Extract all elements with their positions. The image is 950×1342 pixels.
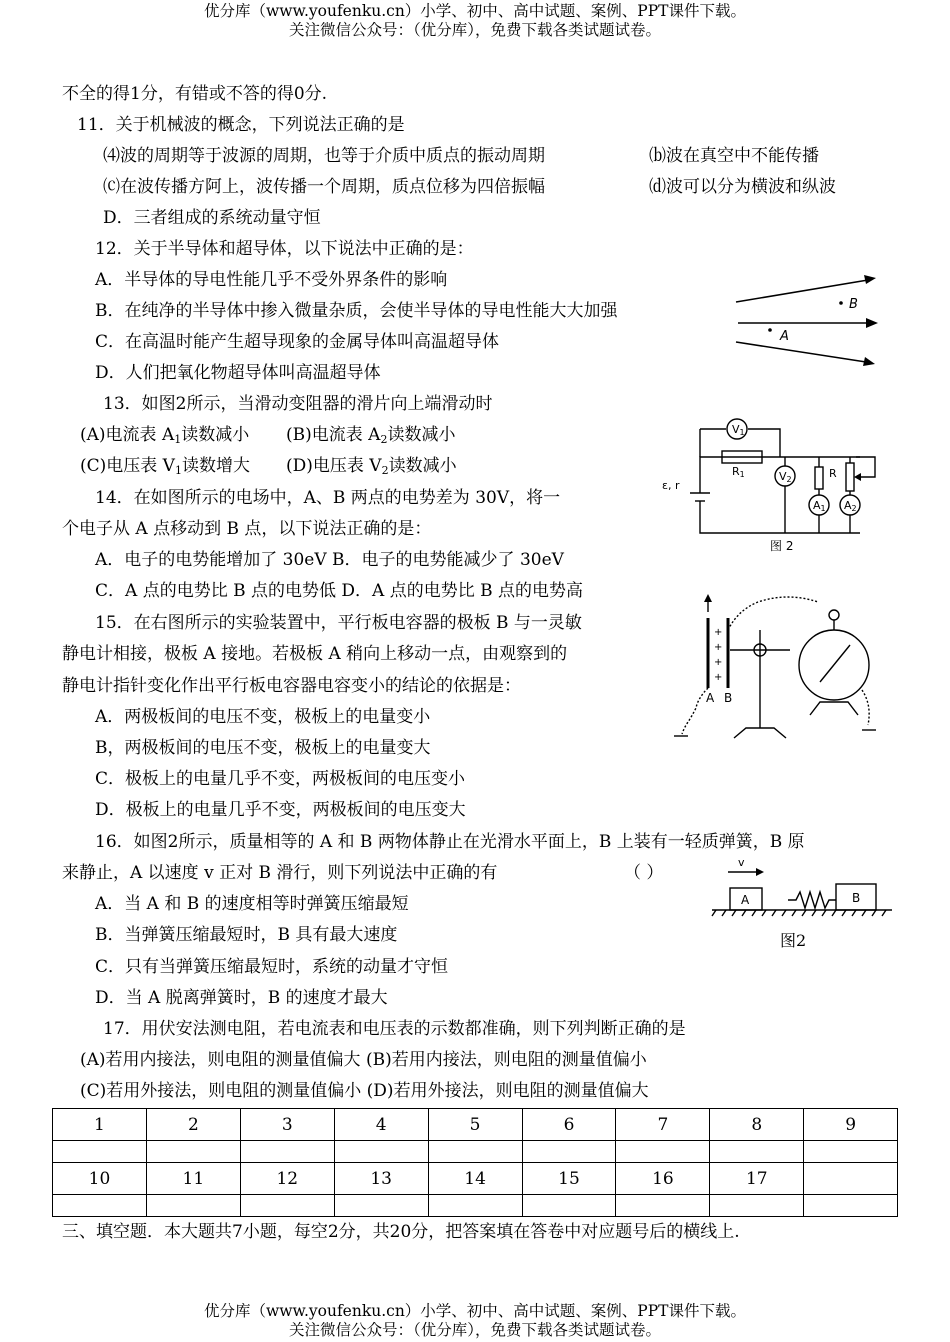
velocity-arrowhead bbox=[756, 868, 764, 876]
table-cell: 1 bbox=[53, 1109, 147, 1141]
arrowhead bbox=[863, 357, 875, 366]
electrometer-needle bbox=[820, 645, 850, 682]
answer-table bbox=[52, 1108, 898, 1217]
point-a bbox=[768, 328, 772, 332]
header-line-2: 关注微信公众号：（优分库），免费下载各类试题试卷。 bbox=[288, 21, 661, 39]
blocks-figure bbox=[708, 852, 893, 957]
q12-option-b: B．在纯净的半导体中掺入微量杂质，会使半导体的导电性能大大加强 bbox=[95, 301, 618, 321]
q11-option-b: ⒝波在真空中不能传播 bbox=[649, 146, 819, 166]
answer-cell[interactable] bbox=[710, 1141, 804, 1163]
slider-arrow bbox=[854, 473, 861, 481]
q11-stem: 11．关于机械波的概念，下列说法正确的是 bbox=[77, 115, 405, 135]
table-cell: 16 bbox=[616, 1163, 710, 1195]
q13-option-c: (C)电压表 $V_1$读数增大 bbox=[80, 456, 250, 477]
circuit-caption: 图 2 bbox=[770, 539, 794, 553]
connecting-wire bbox=[728, 597, 818, 630]
q15-option-a: A．两极板间的电压不变，极板上的电量变小 bbox=[95, 707, 431, 727]
arrowhead bbox=[866, 318, 878, 328]
q14-stem-1: 14．在如图所示的电场中，A、B 两点的电势差为 30V，将一 bbox=[95, 488, 561, 508]
q15-option-b: B，两极板间的电压不变，极板上的电量变大 bbox=[95, 738, 431, 758]
answer-cell[interactable] bbox=[53, 1195, 147, 1217]
label-r1: R1 bbox=[732, 465, 745, 479]
table-cell: 2 bbox=[146, 1109, 240, 1141]
q11-option-a: ⑷波的周期等于波源的周期，也等于介质中质点的振动周期 bbox=[103, 146, 545, 166]
table-row bbox=[53, 1141, 898, 1163]
answer-cell[interactable] bbox=[146, 1141, 240, 1163]
label-a: A bbox=[780, 329, 789, 344]
label-a1: A1 bbox=[813, 499, 826, 513]
plus-sign: + bbox=[714, 672, 723, 683]
q11-option-c: ⒞在波传播方阿上，波传播一个周期，质点位移为四倍振幅 bbox=[103, 177, 545, 197]
arrowhead bbox=[864, 275, 876, 284]
table-cell: 10 bbox=[53, 1163, 147, 1195]
table-cell: 12 bbox=[240, 1163, 334, 1195]
q13-option-d: (D)电压表 $V_2$读数减小 bbox=[286, 456, 457, 477]
answer-cell[interactable] bbox=[522, 1195, 616, 1217]
label-plate-b: B bbox=[724, 691, 733, 705]
header-line-1: 优分库（www.youfenku.cn）小学、初中、高中试题、案例、PPT课件下载。 bbox=[203, 2, 747, 20]
table-cell: 11 bbox=[146, 1163, 240, 1195]
q17-options-ab: (A)若用内接法，则电阻的测量值偏大 (B)若用内接法，则电阻的测量值偏小 bbox=[80, 1050, 647, 1070]
label-r: R bbox=[829, 467, 837, 480]
answer-cell[interactable] bbox=[240, 1195, 334, 1217]
resistor-r2 bbox=[815, 467, 823, 489]
footer-line-1: 优分库（www.youfenku.cn）小学、初中、高中试题、案例、PPT课件下载。 bbox=[203, 1302, 747, 1320]
section-3-heading: 三、填空题．本大题共7小题，每空2分，共20分，把答案填在答卷中对应题号后的横线上. bbox=[62, 1222, 740, 1242]
label-v1: V1 bbox=[732, 423, 745, 437]
table-cell: 8 bbox=[710, 1109, 804, 1141]
answer-cell[interactable] bbox=[240, 1141, 334, 1163]
answer-cell[interactable] bbox=[428, 1195, 522, 1217]
q15-option-c: C．极板上的电量几乎不变，两极板间的电压变小 bbox=[95, 769, 466, 789]
table-row bbox=[53, 1163, 898, 1195]
table-cell: 3 bbox=[240, 1109, 334, 1141]
q15-stem-2: 静电计相接，极板 A 接地。若极板 A 稍向上移动一点，由观察到的 bbox=[62, 644, 568, 664]
plus-sign: + bbox=[714, 657, 723, 668]
table-cell: 4 bbox=[334, 1109, 428, 1141]
table-row bbox=[53, 1109, 898, 1141]
answer-cell[interactable] bbox=[334, 1141, 428, 1163]
label-v: v bbox=[738, 856, 745, 869]
wire bbox=[748, 429, 780, 457]
table-cell: 6 bbox=[522, 1109, 616, 1141]
answer-cell[interactable] bbox=[804, 1141, 898, 1163]
q16-stem-2: 来静止，A 以速度 v 正对 B 滑行，则下列说法中正确的有 bbox=[62, 863, 498, 883]
label-block-b: B bbox=[852, 891, 861, 905]
blocks-caption: 图2 bbox=[780, 931, 807, 950]
plus-sign: + bbox=[714, 642, 723, 653]
ground-hatching bbox=[712, 910, 886, 916]
table-cell bbox=[804, 1163, 898, 1195]
label-plate-a: A bbox=[706, 691, 715, 705]
table-cell: 7 bbox=[616, 1109, 710, 1141]
ground-wire bbox=[682, 688, 708, 734]
electrometer-knob bbox=[829, 610, 839, 620]
q11-option-d: ⒟波可以分为横波和纵波 bbox=[649, 177, 836, 197]
label-emf: ε, r bbox=[662, 479, 680, 492]
answer-cell[interactable] bbox=[428, 1141, 522, 1163]
q12-option-c: C．在高温时能产生超导现象的金属导体叫高温超导体 bbox=[95, 332, 500, 352]
label-v2: V2 bbox=[779, 470, 792, 484]
footer-line-2: 关注微信公众号：（优分库），免费下载各类试题试卷。 bbox=[288, 1321, 661, 1339]
answer-cell[interactable] bbox=[710, 1195, 804, 1217]
answer-cell[interactable] bbox=[804, 1195, 898, 1217]
q14-options-ab: A．电子的电势能增加了 30eV B．电子的电势能减少了 30eV bbox=[95, 550, 564, 570]
q13-option-b: (B)电流表 $A_2$读数减小 bbox=[286, 425, 456, 446]
intro-text: 不全的得1分，有错或不答的得0分. bbox=[62, 84, 328, 104]
answer-cell[interactable] bbox=[53, 1141, 147, 1163]
label-block-a: A bbox=[741, 893, 750, 907]
point-b bbox=[839, 301, 843, 305]
q13-stem: 13．如图2所示，当滑动变阻器的滑片向上端滑动时 bbox=[103, 394, 493, 414]
up-arrow-head bbox=[704, 594, 712, 602]
q15-stem-1: 15．在右图所示的实验装置中，平行板电容器的极板 B 与一灵敏 bbox=[95, 613, 582, 633]
table-cell: 5 bbox=[428, 1109, 522, 1141]
field-line bbox=[736, 342, 866, 362]
capacitor-figure bbox=[670, 590, 890, 750]
table-cell: 17 bbox=[710, 1163, 804, 1195]
circuit-figure bbox=[660, 415, 890, 555]
answer-cell[interactable] bbox=[334, 1195, 428, 1217]
q12-stem: 12．关于半导体和超导体，以下说法中正确的是： bbox=[95, 239, 474, 259]
q14-stem-2: 个电子从 A 点移动到 B 点，以下说法正确的是： bbox=[62, 519, 432, 539]
q12-option-d: D．人们把氧化物超导体叫高温超导体 bbox=[95, 363, 381, 383]
electrometer-base bbox=[810, 702, 858, 715]
q14-options-cd: C．A 点的电势比 B 点的电势低 D．A 点的电势比 B 点的电势高 bbox=[95, 581, 584, 601]
plus-sign: + bbox=[714, 627, 723, 638]
table-cell: 13 bbox=[334, 1163, 428, 1195]
answer-cell[interactable] bbox=[146, 1195, 240, 1217]
q13-option-a: (A)电流表 $A_1$读数减小 bbox=[80, 425, 250, 446]
wire bbox=[700, 515, 860, 533]
table-cell: 14 bbox=[428, 1163, 522, 1195]
q16-option-d: D．当 A 脱离弹簧时，B 的速度才最大 bbox=[95, 988, 388, 1008]
table-row bbox=[53, 1195, 898, 1217]
slider-wire bbox=[856, 457, 875, 477]
answer-cell[interactable] bbox=[522, 1141, 616, 1163]
stand-base bbox=[734, 728, 786, 738]
electrometer-ground-wire bbox=[862, 690, 869, 725]
answer-cell[interactable] bbox=[616, 1195, 710, 1217]
q16-option-b: B．当弹簧压缩最短时，B 具有最大速度 bbox=[95, 925, 398, 945]
q16-stem-1: 16．如图2所示，质量相等的 A 和 B 两物体静止在光滑水平面上，B 上装有一轻质弹簧，B 原 bbox=[95, 832, 805, 852]
q16-option-a: A．当 A 和 B 的速度相等时弹簧压缩最短 bbox=[95, 894, 409, 914]
q11-extra: D．三者组成的系统动量守恒 bbox=[103, 208, 321, 228]
electric-field-figure bbox=[728, 270, 888, 370]
q15-stem-3: 静电计指针变化作出平行板电容器电容变小的结论的依据是： bbox=[62, 676, 521, 696]
answer-cell[interactable] bbox=[616, 1141, 710, 1163]
q17-stem: 17．用伏安法测电阻，若电流表和电压表的示数都准确，则下列判断正确的是 bbox=[103, 1019, 686, 1039]
label-b: B bbox=[849, 297, 858, 312]
table-cell: 9 bbox=[804, 1109, 898, 1141]
q16-answer-paren: （ ） bbox=[624, 863, 664, 883]
q17-options-cd: (C)若用外接法，则电阻的测量值偏小 (D)若用外接法，则电阻的测量值偏大 bbox=[80, 1081, 649, 1101]
q16-option-c: C．只有当弹簧压缩最短时，系统的动量才守恒 bbox=[95, 957, 449, 977]
q12-option-a: A．半导体的导电性能几乎不受外界条件的影响 bbox=[95, 270, 448, 290]
spring bbox=[788, 892, 836, 908]
q15-option-d: D．极板上的电量几乎不变，两极板间的电压变大 bbox=[95, 800, 466, 820]
table-cell: 15 bbox=[522, 1163, 616, 1195]
label-a2: A2 bbox=[844, 499, 857, 513]
rheostat bbox=[846, 463, 854, 491]
